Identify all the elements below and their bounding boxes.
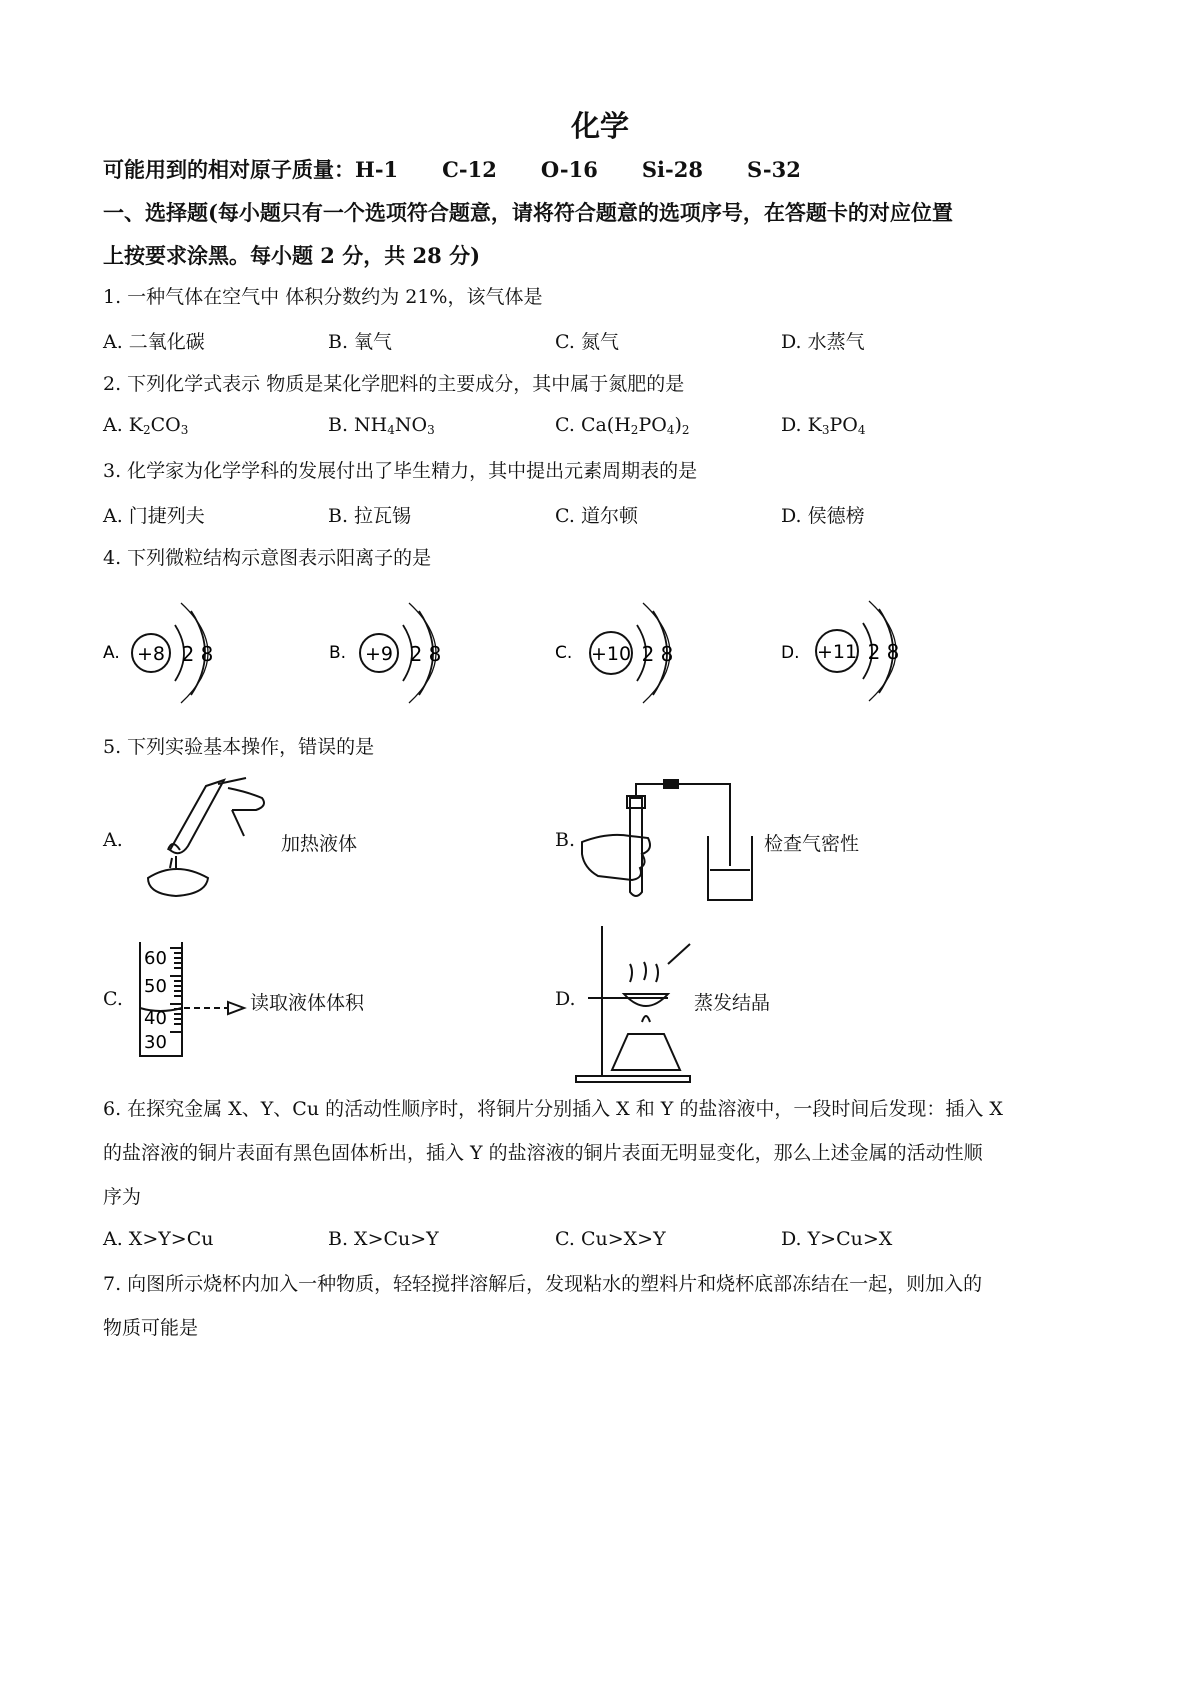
section-heading-line2: 上按要求涂黑。每小题 2 分，共 28 分) (103, 243, 481, 268)
particle-d[interactable] (781, 601, 899, 701)
particle-letter: A. (103, 643, 120, 663)
nucleus-charge: +8 (136, 643, 166, 665)
q6-option-c[interactable]: C. Cu>X>Y (555, 1228, 666, 1250)
tick-label: 60 (144, 948, 167, 969)
particle-letter: D. (781, 643, 800, 663)
shell-electrons-2: 8 (428, 642, 442, 666)
q1-option-a[interactable]: A. 二氧化碳 (103, 331, 205, 353)
nucleus-charge: +11 (816, 641, 858, 663)
question-7-line1: 7. 向图所示烧杯内加入一种物质，轻轻搅拌溶解后，发现粘水的塑料片和烧杯底部冻结在一起，则加入的 (103, 1273, 983, 1295)
hand (582, 835, 650, 880)
tick-label: 40 (144, 1008, 167, 1029)
eye-icon (228, 1002, 244, 1014)
cylinder-ticks (170, 948, 182, 1032)
section-heading-line1: 一、选择题(每小题只有一个选项符合题意，请将符合题意的选项序号，在答题卡的对应位置 (103, 200, 953, 225)
particle-b[interactable] (329, 603, 441, 703)
q3-option-d[interactable]: D. 侯德榜 (781, 505, 865, 527)
question-1-stem: 1. 一种气体在空气中 体积分数约为 21%，该气体是 (103, 286, 543, 308)
shell-electrons-2: 8 (200, 642, 214, 666)
question-6-line1: 6. 在探究金属 X、Y、Cu 的活动性顺序时，将铜片分别插入 X 和 Y 的盐溶液中，一段时间后发现：插入 X (103, 1098, 1003, 1120)
alcohol-lamp (612, 1034, 680, 1070)
question-7-line2: 物质可能是 (103, 1317, 199, 1339)
atomic-mass-item: H-1 (355, 157, 399, 182)
q4-particle-diagrams (95, 595, 935, 707)
question-3-stem: 3. 化学家为化学学科的发展付出了毕生精力，其中提出元素周期表的是 (103, 460, 698, 482)
q5-option-a-letter[interactable]: A. (103, 829, 123, 851)
question-5-stem: 5. 下列实验基本操作，错误的是 (103, 736, 375, 758)
particle-letter: C. (555, 643, 573, 663)
atomic-mass-item: S-32 (746, 157, 801, 182)
air-tightness-illustration (578, 770, 760, 905)
evaporation-illustration (568, 922, 698, 1084)
glass-tube (636, 784, 730, 866)
tick-label: 50 (144, 976, 167, 997)
q5-option-c-label: 读取液体体积 (250, 992, 365, 1014)
question-6-line3: 序为 (103, 1186, 142, 1208)
q5-option-b-letter[interactable]: B. (555, 829, 576, 851)
q3-option-a[interactable]: A. 门捷列夫 (103, 505, 205, 527)
atomic-mass-label: 可能用到的相对原子质量： (103, 157, 355, 182)
q5-option-c-letter[interactable]: C. (103, 988, 123, 1010)
q2-option-d[interactable]: D. $K_3PO_4$ (781, 414, 866, 437)
q3-option-c[interactable]: C. 道尔顿 (555, 505, 638, 527)
alcohol-lamp (148, 869, 208, 896)
atomic-mass-item: O-16 (540, 157, 598, 182)
shell-electrons-2: 8 (886, 640, 900, 664)
q5-option-a-label: 加热液体 (281, 833, 358, 855)
q1-option-c[interactable]: C. 氮气 (555, 331, 619, 353)
shell-electrons-2: 8 (660, 642, 674, 666)
atomic-mass-line (103, 154, 845, 184)
holder-handle (232, 810, 244, 836)
shell-electrons-1: 2 (867, 640, 881, 664)
nucleus-charge: +9 (364, 643, 394, 665)
stand-base (576, 1076, 690, 1082)
graduated-cylinder-illustration (132, 936, 254, 1060)
q6-option-a[interactable]: A. X>Y>Cu (103, 1228, 214, 1250)
q5-option-b-label: 检查气密性 (764, 833, 860, 855)
atomic-mass-item: Si-28 (641, 157, 703, 182)
lamp-wick (170, 856, 176, 868)
q2-option-a[interactable]: A. $K_2CO_3$ (103, 414, 189, 437)
page-title: 化学 (570, 109, 629, 143)
evaporating-dish (624, 994, 668, 1006)
q1-option-d[interactable]: D. 水蒸气 (781, 331, 865, 353)
q2-option-c[interactable]: C. $Ca(H_2PO_4)_2$ (555, 414, 690, 437)
q6-option-d[interactable]: D. Y>Cu>X (781, 1228, 893, 1250)
q1-option-b[interactable]: B. 氧气 (328, 331, 393, 353)
question-2-stem: 2. 下列化学式表示 物质是某化学肥料的主要成分，其中属于氮肥的是 (103, 373, 685, 395)
q6-option-b[interactable]: B. X>Cu>Y (328, 1228, 439, 1250)
q2-option-b[interactable]: B. $NH_4NO_3$ (328, 414, 435, 437)
rubber-joint (664, 780, 678, 788)
test-tube (630, 798, 642, 896)
tick-label: 30 (144, 1032, 167, 1053)
heating-liquid-illustration (128, 776, 273, 902)
shell-electrons-1: 2 (181, 642, 195, 666)
particle-c[interactable] (555, 603, 673, 703)
glass-rod (668, 944, 690, 964)
q5-option-d-label: 蒸发结晶 (694, 992, 771, 1014)
nucleus-charge: +10 (590, 643, 632, 665)
question-6-line2: 的盐溶液的铜片表面有黑色固体析出，插入 Y 的盐溶液的铜片表面无明显变化，那么上述金属的活动性顺 (103, 1142, 983, 1164)
particle-a[interactable] (103, 603, 213, 703)
question-4-stem: 4. 下列微粒结构示意图表示阳离子的是 (103, 547, 432, 569)
particle-letter: B. (329, 643, 347, 663)
flame (642, 1016, 650, 1022)
test-tube (170, 780, 224, 853)
steam (630, 962, 658, 982)
shell-electrons-1: 2 (641, 642, 655, 666)
hand-outline (228, 788, 264, 810)
atomic-mass-item: C-12 (442, 157, 497, 182)
q3-option-b[interactable]: B. 拉瓦锡 (328, 505, 412, 527)
q5-option-d-letter[interactable]: D. (555, 988, 576, 1010)
shell-electrons-1: 2 (409, 642, 423, 666)
